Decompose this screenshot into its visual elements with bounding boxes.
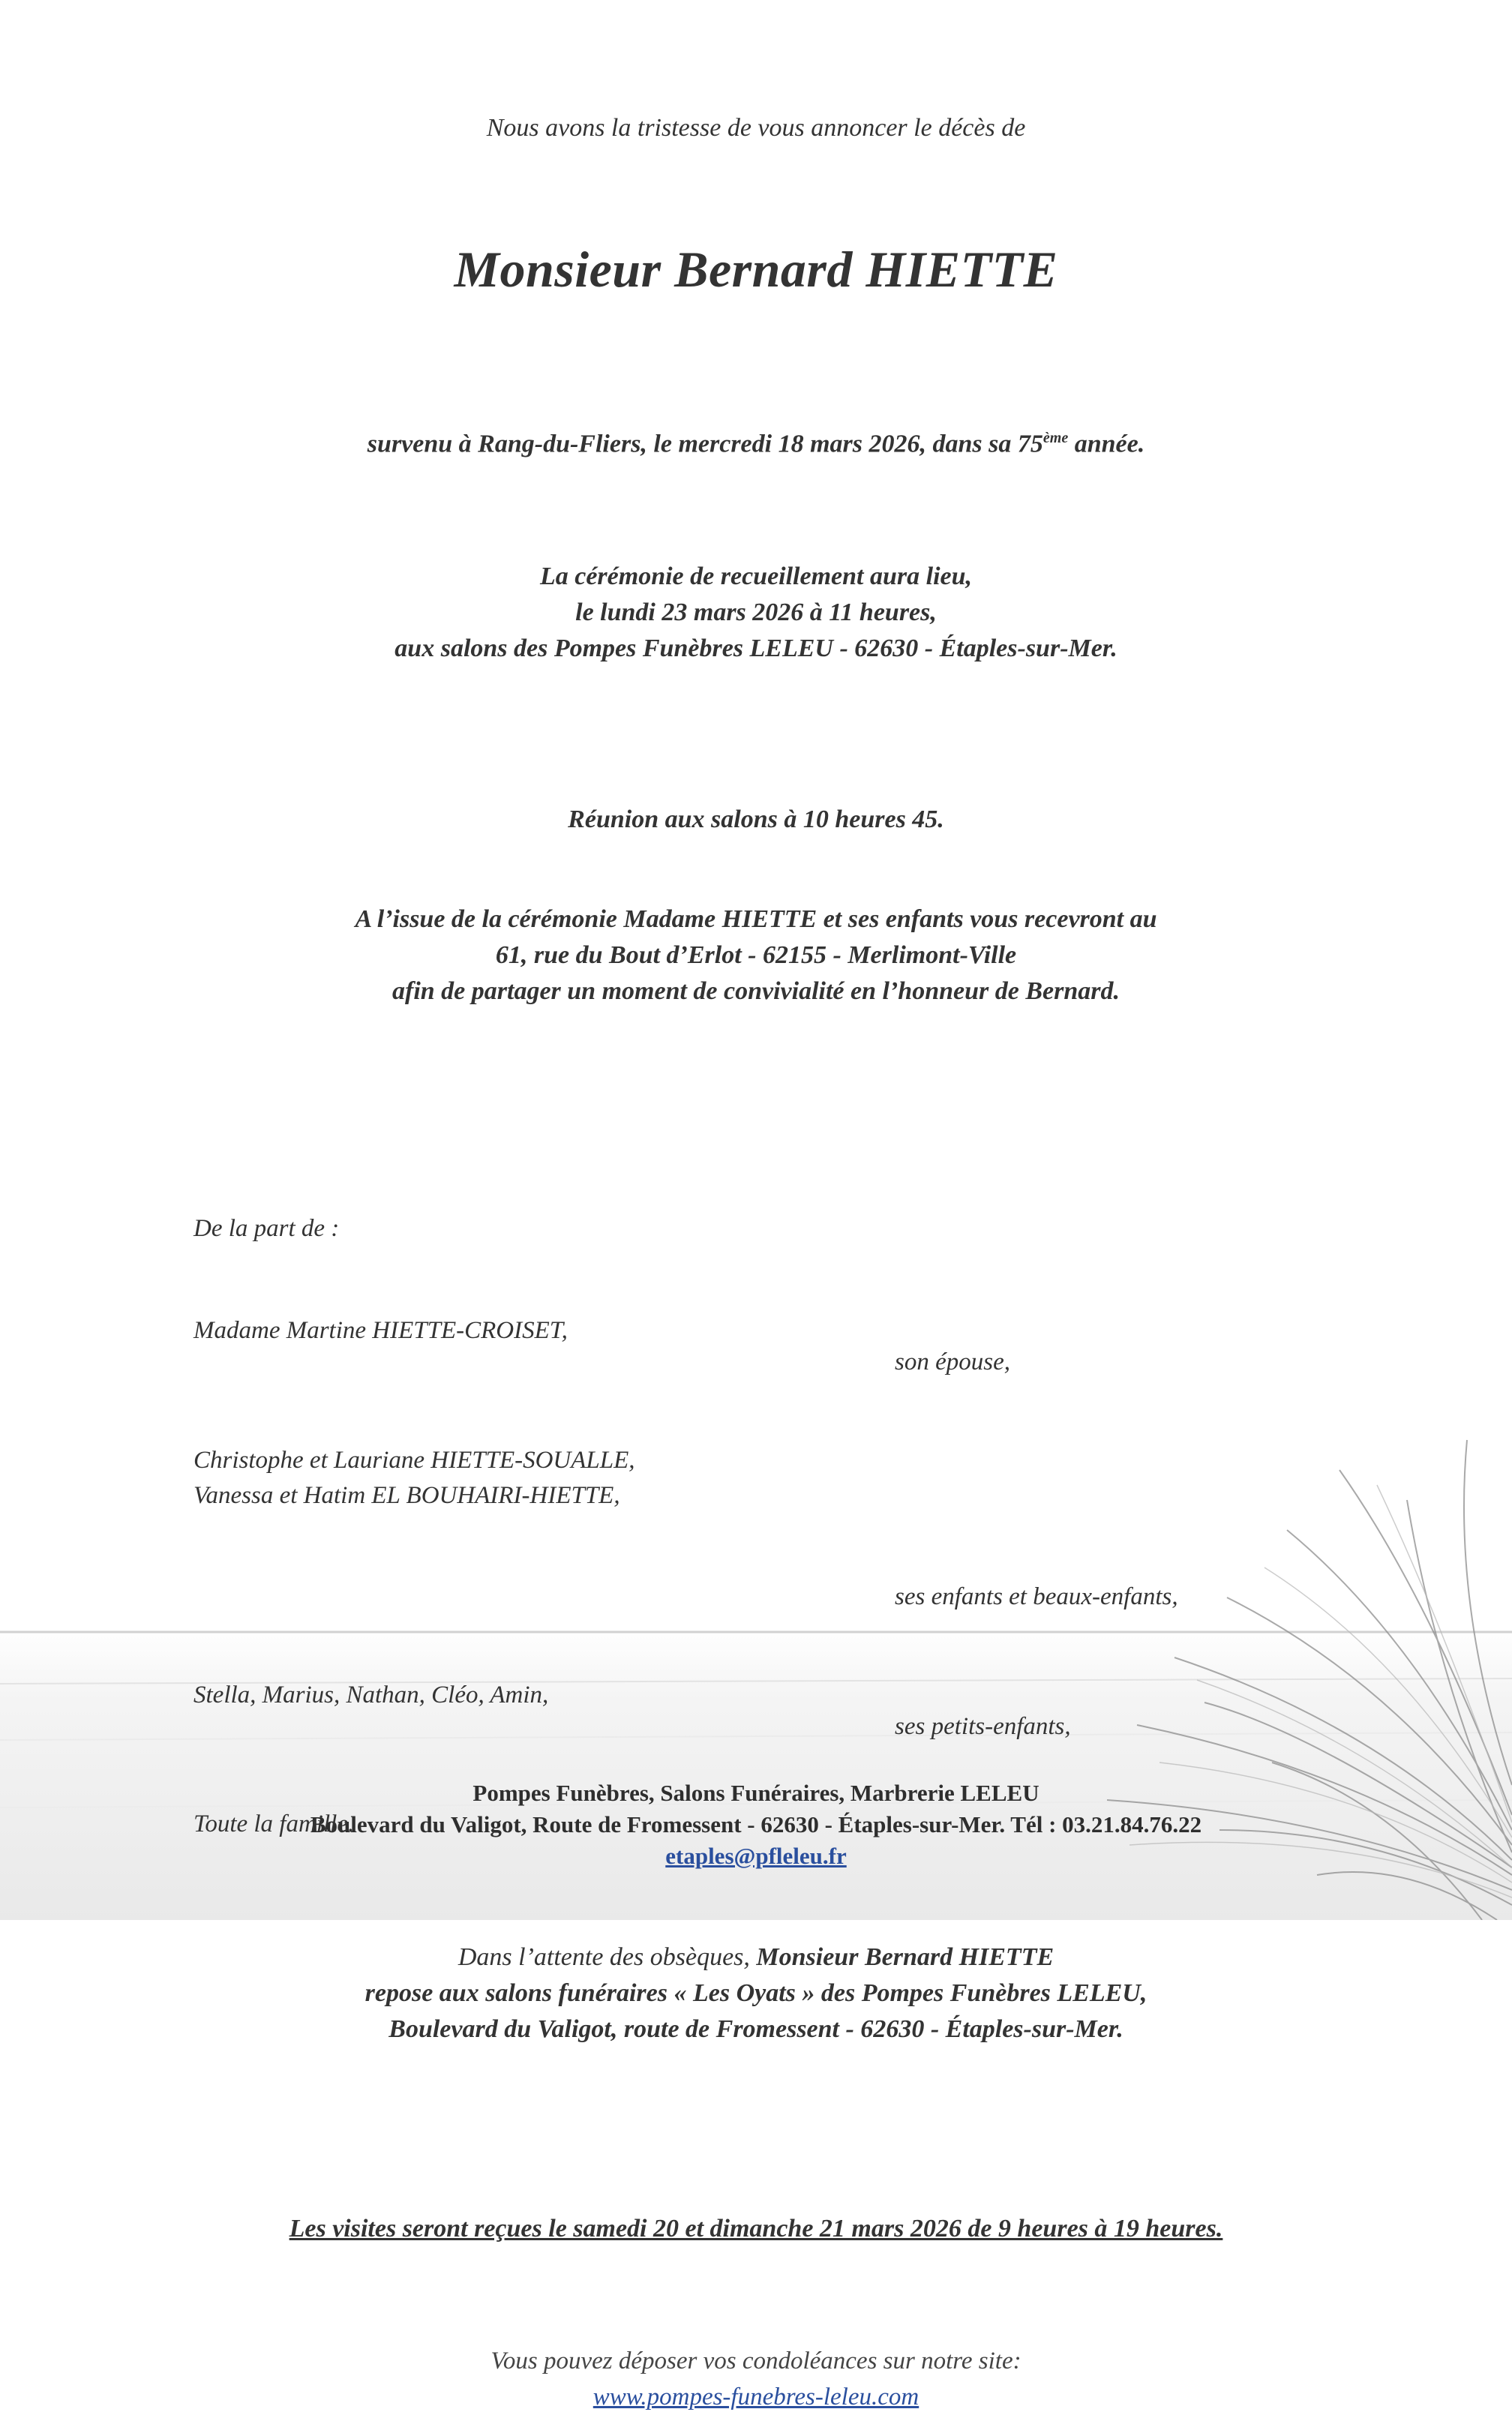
family-all: Toute la famille. bbox=[194, 1810, 355, 1838]
intro-text: Nous avons la tristesse de vous annoncer le décès de bbox=[486, 114, 1026, 142]
reception-line-2: 61, rue du Bout d’Erlot - 62155 - Merlimont-Ville bbox=[495, 941, 1017, 970]
condolences-website-link[interactable]: www.pompes-funebres-leleu.com bbox=[592, 2384, 920, 2411]
ceremony-line-1: La cérémonie de recueillement aura lieu, bbox=[539, 562, 973, 591]
rest-line-2: repose aux salons funéraires « Les Oyats » des Pompes Funèbres LELEU, bbox=[364, 1979, 1148, 2008]
rest-line-1 bbox=[0, 1940, 1512, 1976]
rest-line-1-prefix: Dans l’attente des obsèques, bbox=[458, 1943, 757, 1972]
reception-block bbox=[0, 902, 1512, 1010]
spouse-role: son épouse, bbox=[895, 1348, 1010, 1376]
condolences-text: Vous pouvez déposer vos condoléances sur notre site: bbox=[490, 2348, 1022, 2375]
children-list bbox=[194, 1443, 1512, 1514]
death-details bbox=[0, 430, 1512, 458]
reception-line-3: afin de partager un moment de convivialité en l’honneur de Bernard. bbox=[392, 977, 1120, 1006]
condolences-block bbox=[0, 2343, 1512, 2415]
visits-text: Les visites seront reçues le samedi 20 et dimanche 21 mars 2026 de 9 heures à 19 heures. bbox=[289, 2215, 1223, 2243]
death-details-superscript: ème bbox=[1042, 430, 1069, 446]
children-role: ses enfants et beaux-enfants, bbox=[895, 1583, 1178, 1611]
death-details-text: survenu à Rang-du-Fliers, le mercredi 18 mars 2026, dans sa 75 bbox=[367, 430, 1043, 458]
rest-block bbox=[0, 1940, 1512, 2048]
reception-line-1: A l’issue de la cérémonie Madame HIETTE et ses enfants vous recevront au bbox=[355, 905, 1157, 934]
rest-line-3: Boulevard du Valigot, route de Fromessent - 62630 - Étaples-sur-Mer. bbox=[388, 2015, 1124, 2044]
deceased-name: Monsieur Bernard HIETTE bbox=[454, 241, 1058, 298]
reunion-text: Réunion aux salons à 10 heures 45. bbox=[568, 806, 944, 834]
spouse-name: Madame Martine HIETTE-CROISET, bbox=[194, 1317, 568, 1345]
footer-email-link[interactable]: etaples@pfleleu.fr bbox=[665, 1843, 847, 1869]
footer-company: Pompes Funèbres, Salons Funéraires, Marbrerie LELEU bbox=[472, 1780, 1040, 1806]
ceremony-line-3: aux salons des Pompes Funèbres LELEU - 62630 - Étaples-sur-Mer. bbox=[394, 634, 1118, 663]
visits-notice bbox=[0, 2215, 1512, 2243]
rest-line-1-name: Monsieur Bernard HIETTE bbox=[756, 1943, 1054, 1972]
grandchildren-names: Stella, Marius, Nathan, Cléo, Amin, bbox=[194, 1682, 549, 1709]
death-details-end: année. bbox=[1068, 430, 1145, 458]
ceremony-line-2: le lundi 23 mars 2026 à 11 heures, bbox=[575, 598, 937, 627]
ceremony-block bbox=[0, 559, 1512, 667]
children-line-2: Vanessa et Hatim EL BOUHAIRI-HIETTE, bbox=[194, 1482, 620, 1510]
footer-address: Boulevard du Valigot, Route de Fromessent - 62630 - Étaples-sur-Mer. Tél : 03.21.84.76.22 bbox=[310, 1811, 1202, 1838]
children-line-1: Christophe et Lauriane HIETTE-SOUALLE, bbox=[194, 1447, 635, 1474]
family-heading: De la part de : bbox=[194, 1215, 340, 1243]
grandchildren-role: ses petits-enfants, bbox=[895, 1713, 1071, 1741]
